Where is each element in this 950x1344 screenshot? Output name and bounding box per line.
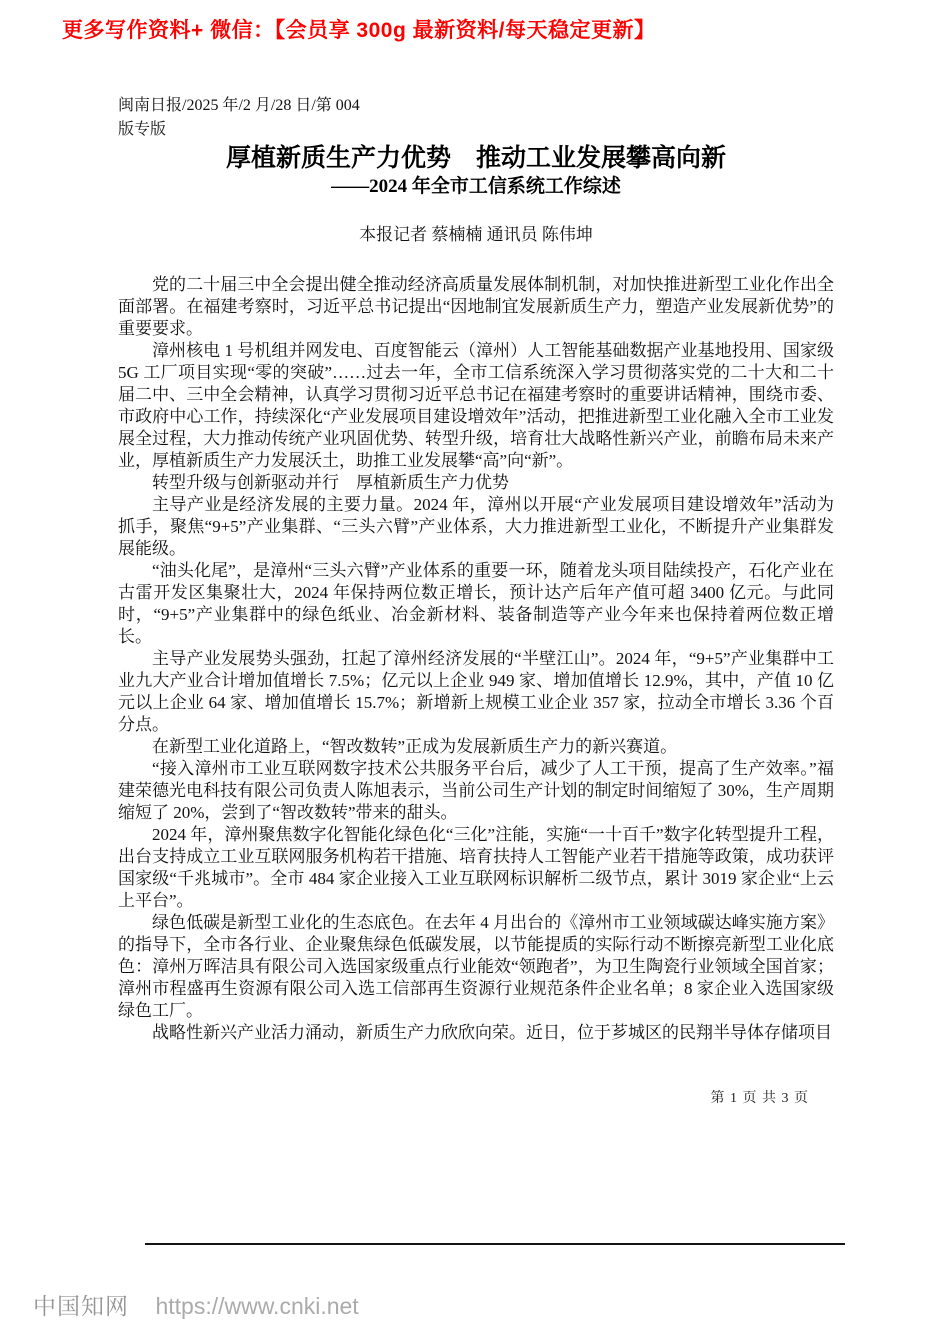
source-line-1: 闽南日报/2025 年/2 月/28 日/第 004 xyxy=(118,97,360,114)
section-heading: 转型升级与创新驱动并行 厚植新质生产力优势 xyxy=(152,473,509,492)
body-paragraph: “接入漳州市工业互联网数字技术公共服务平台后，减少了人工干预，提高了生产效率。”福建荣德光电科技有限公司负责人陈旭表示，当前公司生产计划的制定时间缩短了 30%，生产周期缩短了 20%，尝到了“智改数转”带来的甜头。 xyxy=(118,759,834,822)
article-subtitle: ——2024 年全市工信系统工作综述 xyxy=(331,176,621,197)
body-paragraph: 主导产业是经济发展的主要力量。2024 年，漳州以开展“产业发展项目建设增效年”活动为抓手，聚焦“9+5”产业集群、“三头六臂”产业体系，大力推进新型工业化，不断提升产业集群发展能级。 xyxy=(118,495,834,558)
body-paragraph: “油头化尾”，是漳州“三头六臂”产业体系的重要一环，随着龙头项目陆续投产，石化产业在古雷开发区集聚壮大，2024 年保持两位数正增长，预计达产后年产值可超 3400 亿元。与此同时，“9+5”产业集群中的绿色纸业、冶金新材料、装备制造等产业今年来也保持着两位数正增长。 xyxy=(118,561,834,646)
body-paragraph: 主导产业发展势头强劲，扛起了漳州经济发展的“半壁江山”。2024 年，“9+5”产业集群中工业九大产业合计增加值增长 7.5%；亿元以上企业 949 家、增加值增长 12.9%，其中，产值 10 亿元以上企业 64 家、增加值增长 15.7%；新增新上规模工业企业 357 家，拉动全市增长 3.36 个百分点。 xyxy=(118,649,834,734)
page-indicator: 第 1 页 共 3 页 xyxy=(710,1091,809,1106)
article-byline: 本报记者 蔡楠楠 通讯员 陈伟坤 xyxy=(359,225,593,244)
body-paragraph: 绿色低碳是新型工业化的生态底色。在去年 4 月出台的《漳州市工业领域碳达峰实施方案》的指导下，全市各行业、企业聚焦绿色低碳发展，以节能提质的实际行动不断擦亮新型工业化底色：漳州万晖洁具有限公司入选国家级重点行业能效“领跑者”，为卫生陶瓷行业领域全国首家；漳州市程盛再生资源有限公司入选工信部再生资源行业规范条件企业名单；8 家企业入选国家级绿色工厂。 xyxy=(118,913,834,1020)
source-line-2: 版专版 xyxy=(118,121,167,138)
promo-banner-text: 更多写作资料+ 微信：【会员享 300g 最新资料/每天稳定更新】 xyxy=(62,19,656,42)
body-paragraph: 党的二十届三中全会提出健全推动经济高质量发展体制机制，对加快推进新型工业化作出全面部署。在福建考察时，习近平总书记提出“因地制宜发展新质生产力，塑造产业发展新优势”的重要要求。 xyxy=(118,275,834,338)
body-paragraph: 战略性新兴产业活力涌动，新质生产力欣欣向荣。近日，位于芗城区的民翔半导体存储项目 xyxy=(152,1023,832,1042)
body-paragraph: 在新型工业化道路上，“智改数转”正成为发展新质生产力的新兴赛道。 xyxy=(152,737,678,756)
article-title: 厚植新质生产力优势 推动工业发展攀高向新 xyxy=(225,145,726,172)
body-paragraph: 2024 年，漳州聚焦数字化智能化绿色化“三化”注能，实施“一十百千”数字化转型提升工程，出台支持成立工业互联网服务机构若干措施、培育扶持人工智能产业若干措施等政策，成功获评国家级“千兆城市”。全市 484 家企业接入工业互联网标识解析二级节点，累计 3019 家企业“上云上平台”。 xyxy=(118,825,834,910)
body-paragraph: 漳州核电 1 号机组并网发电、百度智能云（漳州）人工智能基础数据产业基地投用、国家级 5G 工厂项目实现“零的突破”……过去一年，全市工信系统深入学习贯彻落实党的二十大和二十届二中、三中全会精神，认真学习贯彻习近平总书记在福建考察时的重要讲话精神，围绕市委、市政府中心工作，持续深化“产业发展项目建设增效年”活动，把推进新型工业化融入全市工业发展全过程，大力推动传统产业巩固优势、转型升级，培育壮大战略性新兴产业，前瞻布局未来产业，厚植新质生产力发展沃土，助推工业发展攀“高”向“新”。 xyxy=(118,341,834,470)
cnki-url-text: https://www.cnki.net xyxy=(155,1293,359,1319)
source-info xyxy=(118,94,834,142)
footer-divider-line xyxy=(145,1243,845,1245)
cnki-watermark xyxy=(33,1288,359,1321)
cnki-logo-text: 中国知网 xyxy=(33,1293,129,1319)
article-container xyxy=(118,94,834,1108)
article-body xyxy=(118,274,834,1044)
